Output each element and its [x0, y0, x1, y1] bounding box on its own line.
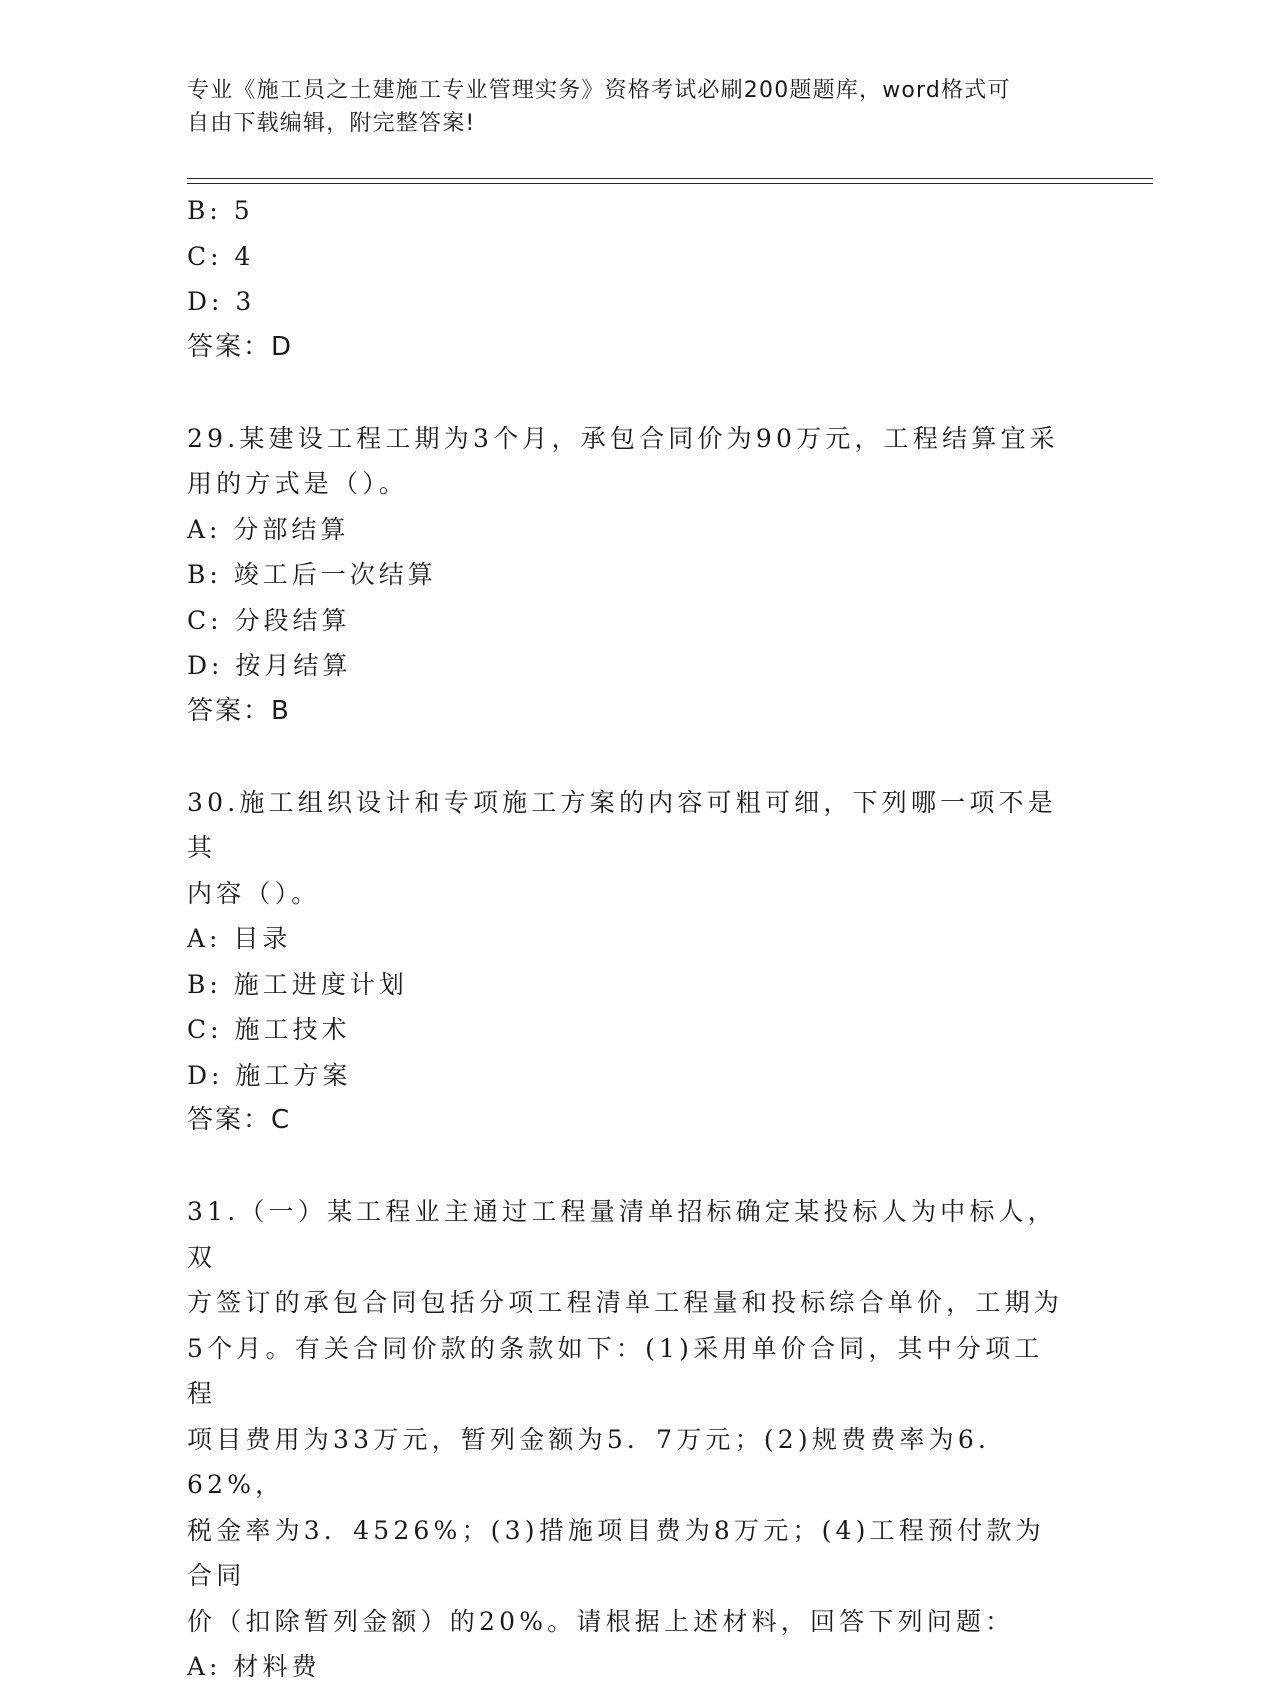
option-b: B: 5 — [187, 196, 254, 225]
question-stem-line-1: 30.施工组织设计和专项施工方案的内容可粗可细，下列哪一项不是其 — [187, 787, 1057, 862]
answer-label: 答案：B — [187, 695, 291, 726]
question-stem-line-3: 5个月。有关合同价款的条款如下：(1)采用单价合同，其中分项工程 — [187, 1333, 1044, 1408]
question-stem-line-2: 用的方式是（）。 — [187, 469, 409, 498]
question-stem-line-4: 项目费用为33万元，暂列金额为5．7万元；(2)规费费率为6．62%， — [187, 1424, 1008, 1499]
question-28 — [187, 188, 1087, 370]
option-a: A: 材料费 — [187, 1652, 321, 1681]
option-c: C: 分段结算 — [187, 605, 351, 635]
option-c: C: 施工技术 — [187, 1015, 351, 1044]
question-stem-line-6: 价（扣除暂列金额）的20%。请根据上述材料，回答下列问题： — [187, 1606, 1015, 1636]
option-c: C: 4 — [187, 241, 255, 271]
option-a: A: 目录 — [187, 924, 292, 953]
option-b: B: 施工进度计划 — [187, 969, 408, 999]
question-stem-line-2: 方签订的承包合同包括分项工程清单工程量和投标综合单价，工期为 — [187, 1288, 1064, 1317]
question-31 — [187, 1189, 1087, 1690]
header-divider — [187, 178, 1153, 184]
document-header — [187, 74, 1067, 140]
header-line-2: 自由下载编辑，附完整答案! — [187, 111, 476, 136]
question-29 — [187, 416, 1087, 735]
option-d: D: 3 — [187, 287, 256, 316]
option-d: D: 施工方案 — [187, 1060, 352, 1090]
question-list — [187, 188, 1087, 1690]
option-d: D: 按月结算 — [187, 651, 352, 680]
option-a: A: 分部结算 — [187, 514, 350, 544]
question-30 — [187, 780, 1087, 1144]
spacer — [187, 1144, 1087, 1190]
question-stem-line-2: 内容（）。 — [187, 878, 321, 908]
question-stem-line-1: 31.（一）某工程业主通过工程量清单招标确定某投标人为中标人，双 — [187, 1197, 1057, 1272]
header-line-1: 专业《施工员之土建施工专业管理实务》资格考试必刷200题题库，word格式可 — [187, 78, 1011, 103]
answer-label: 答案：D — [187, 331, 294, 362]
question-stem-line-1: 29.某建设工程工期为3个月，承包合同价为90万元，工程结算宜采 — [187, 423, 1059, 453]
spacer — [187, 370, 1087, 416]
spacer — [187, 734, 1087, 780]
answer-label: 答案：C — [187, 1105, 292, 1135]
option-b: B: 竣工后一次结算 — [187, 560, 437, 589]
question-stem-line-5: 税金率为3．4526%；(3)措施项目费为8万元；(4)工程预付款为合同 — [187, 1515, 1045, 1590]
